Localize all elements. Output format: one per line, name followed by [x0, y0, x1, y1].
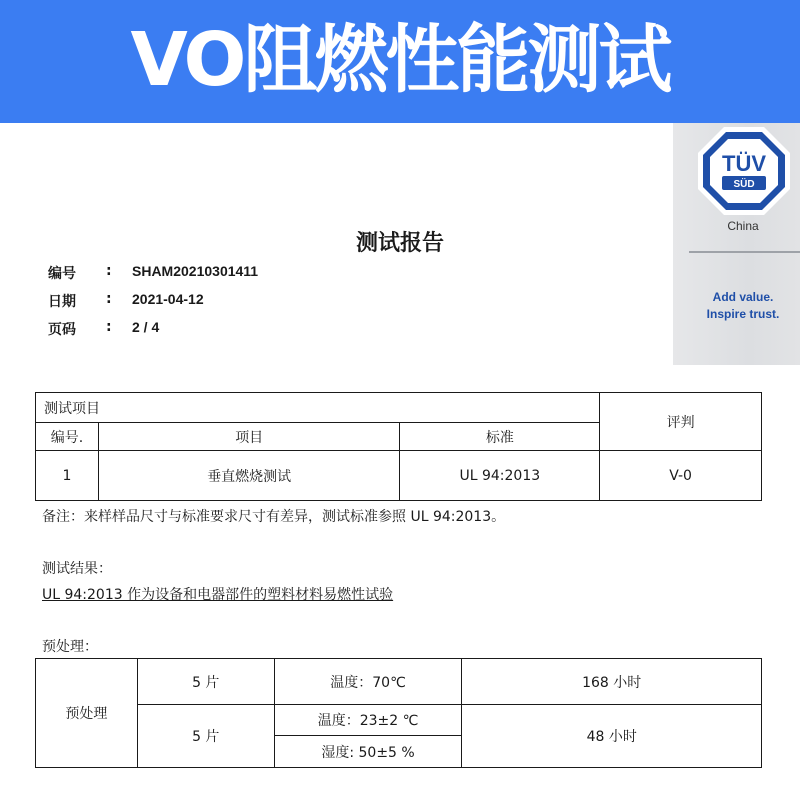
logo-subtext: SÜD [733, 179, 755, 190]
report-title: 测试报告 [355, 231, 444, 256]
item-header: 项目 [98, 423, 400, 451]
row-number: 1 [36, 451, 99, 501]
pretreatment-row-header: 预处理 [36, 659, 138, 768]
banner-title: VO阻燃性能测试 [130, 17, 670, 103]
number-header: 编号. [36, 423, 99, 451]
duration-cell: 48 小时 [462, 705, 762, 768]
meta-label: 日期 [48, 294, 76, 310]
verdict-header: 评判 [600, 393, 762, 451]
pretreatment-table [35, 658, 762, 768]
standard-header: 标准 [400, 423, 600, 451]
group-header: 测试项目 [36, 393, 600, 423]
meta-label: 编号 [48, 266, 76, 282]
logo-text: TÜV [722, 151, 766, 176]
meta-value: 2021-04-12 [132, 291, 204, 307]
title-banner [0, 0, 800, 123]
tuv-sud-logo-icon [696, 125, 792, 217]
slogan [673, 289, 800, 323]
meta-colon: : [106, 291, 112, 307]
meta-label: 页码 [48, 322, 76, 338]
meta-colon: : [106, 263, 112, 279]
pretreatment-label: 预处理： [42, 639, 98, 655]
duration-cell: 168 小时 [462, 659, 762, 705]
region-label: China [727, 219, 759, 233]
row-standard: UL 94:2013 [400, 451, 600, 501]
condition-cell: 温度：70℃ [274, 659, 462, 705]
quantity-cell: 5 片 [137, 705, 274, 768]
test-items-table [35, 392, 762, 501]
slogan-line1: Add value. [712, 290, 774, 304]
row-verdict: V-0 [600, 451, 762, 501]
meta-value: 2 / 4 [132, 319, 160, 335]
condition-cell: 湿度: 50±5 % [274, 736, 462, 768]
row-item: 垂直燃烧测试 [98, 451, 400, 501]
meta-colon: : [106, 319, 112, 335]
result-label: 测试结果： [42, 561, 112, 577]
slogan-line2: Inspire trust. [706, 307, 780, 321]
meta-value: SHAM20210301411 [132, 263, 259, 279]
note: 备注：来样样品尺寸与标准要求尺寸有差异，测试标准参照 UL 94:2013。 [42, 509, 506, 525]
quantity-cell: 5 片 [137, 659, 274, 705]
table-row [36, 451, 762, 501]
condition-cell: 温度：23±2 ℃ [274, 705, 462, 736]
result-standard-title: UL 94:2013 作为设备和电器部件的塑料材料易燃性试验 [42, 587, 394, 603]
